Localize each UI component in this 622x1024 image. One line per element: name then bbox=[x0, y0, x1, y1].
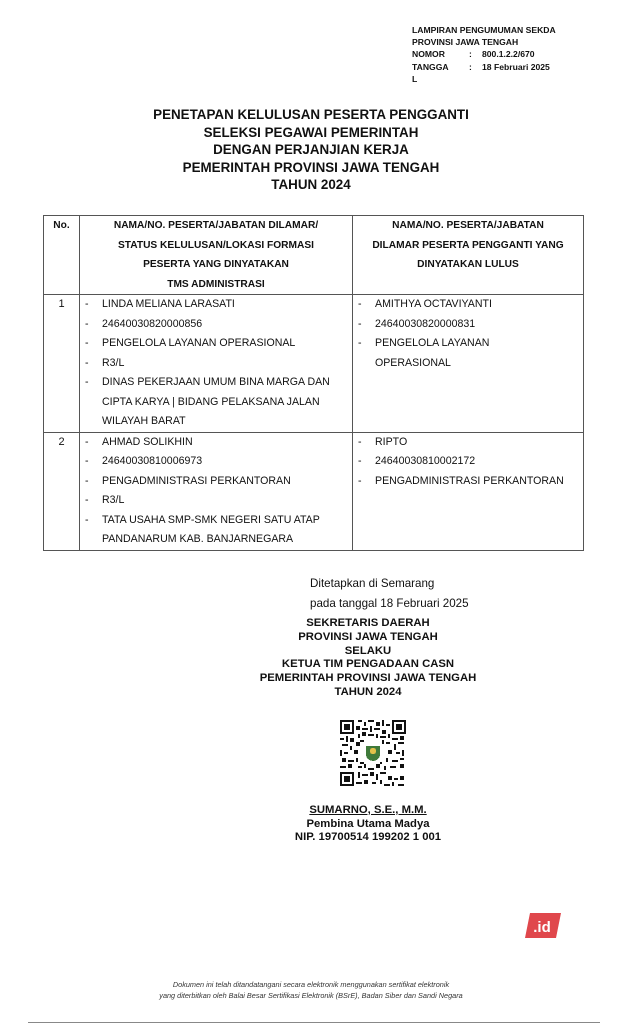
list-item bbox=[353, 334, 583, 373]
bullet: - bbox=[85, 474, 89, 487]
position-line: PEMERINTAH PROVINSI JAWA TENGAH bbox=[259, 672, 477, 685]
tms-status: R3/L bbox=[102, 356, 125, 369]
header-pengganti-line: NAMA/NO. PESERTA/JABATAN bbox=[392, 220, 544, 231]
bullet: - bbox=[85, 317, 89, 330]
list-item bbox=[80, 433, 352, 453]
tms-nama: AHMAD SOLIKHIN bbox=[102, 435, 193, 448]
date-text: pada tanggal 18 Februari 2025 bbox=[310, 597, 469, 610]
position-line: SEKRETARIS DAERAH bbox=[306, 617, 430, 629]
bullet: - bbox=[85, 376, 89, 389]
id-logo-text: .id bbox=[533, 919, 551, 936]
nomor-colon: : bbox=[469, 49, 472, 60]
signer-name: SUMARNO, S.E., M.M. bbox=[309, 804, 427, 816]
table-header-row bbox=[44, 216, 584, 295]
tms-status: R3/L bbox=[102, 494, 125, 507]
place-date-block bbox=[310, 574, 469, 614]
attachment-line-2: PROVINSI JAWA TENGAH bbox=[412, 37, 519, 48]
list-item bbox=[80, 452, 352, 472]
bullet: - bbox=[85, 435, 89, 448]
bullet: - bbox=[358, 317, 362, 330]
title-line-4: PEMERINTAH PROVINSI JAWA TENGAH bbox=[182, 159, 440, 175]
table-row bbox=[44, 432, 584, 550]
list-item bbox=[80, 511, 352, 550]
disclaimer-line-1: Dokumen ini telah ditandatangani secara elektronik menggunakan sertifikat elektronik bbox=[172, 980, 450, 989]
header-tms bbox=[80, 216, 353, 295]
title-line-5: TAHUN 2024 bbox=[271, 177, 351, 193]
bullet: - bbox=[358, 474, 362, 487]
row-number: 2 bbox=[44, 432, 80, 550]
tms-cell bbox=[80, 432, 353, 550]
tms-lokasi: TATA USAHA SMP-SMK NEGERI SATU ATAP PANDANARUM KAB. BANJARNEGARA bbox=[102, 513, 320, 546]
tanggal-colon: : bbox=[469, 61, 472, 72]
bullet: - bbox=[85, 494, 89, 507]
tms-cell bbox=[80, 295, 353, 433]
nomor-value: 800.1.2.2/670 bbox=[482, 49, 535, 60]
disclaimer-line-2: yang diterbitkan oleh Balai Besar Sertifikasi Elektronik (BSrE), Badan Siber dan Sandi Negara bbox=[159, 990, 463, 1000]
results-table bbox=[43, 215, 584, 551]
tanggal-label: TANGGA bbox=[412, 61, 449, 72]
header-tms-line: TMS ADMINISTRASI bbox=[167, 278, 265, 290]
bullet: - bbox=[358, 435, 362, 448]
header-no: No. bbox=[44, 216, 80, 295]
id-logo-icon bbox=[524, 912, 562, 939]
nomor-label: NOMOR bbox=[412, 49, 445, 60]
tms-jabatan: PENGADMINISTRASI PERKANTORAN bbox=[102, 474, 291, 487]
attachment-line-1: LAMPIRAN PENGUMUMAN SEKDA bbox=[412, 25, 556, 35]
header-pengganti-line: DINYATAKAN LULUS bbox=[417, 259, 519, 271]
list-item bbox=[353, 295, 583, 315]
signer-nip: NIP. 19700514 199202 1 001 bbox=[294, 831, 442, 844]
tms-no-peserta: 24640030820000856 bbox=[102, 317, 203, 330]
attachment-tanggal-row bbox=[412, 61, 556, 73]
row-number: 1 bbox=[44, 295, 80, 433]
bullet: - bbox=[358, 298, 362, 311]
pengganti-jabatan: PENGADMINISTRASI PERKANTORAN bbox=[375, 474, 564, 487]
pengganti-cell bbox=[353, 432, 584, 550]
signer-position bbox=[195, 617, 541, 700]
list-item bbox=[80, 373, 352, 432]
bullet: - bbox=[358, 455, 362, 468]
title-line-2: SELEKSI PEGAWAI PEMERINTAH bbox=[203, 124, 419, 140]
bullet: - bbox=[85, 513, 89, 526]
position-line: SELAKU bbox=[344, 644, 392, 657]
table-row bbox=[44, 295, 584, 433]
position-line: KETUA TIM PENGADAAN CASN bbox=[281, 658, 455, 671]
list-item bbox=[353, 452, 583, 472]
list-item bbox=[80, 334, 352, 354]
tms-lokasi: DINAS PEKERJAAN UMUM BINA MARGA DAN CIPTA KARYA | BIDANG PELAKSANA JALAN WILAYAH BARAT bbox=[102, 376, 330, 428]
bullet: - bbox=[358, 337, 362, 350]
header-tms-line: STATUS KELULUSAN/LOKASI FORMASI bbox=[117, 239, 314, 251]
bullet: - bbox=[85, 455, 89, 468]
signer-rank: Pembina Utama Madya bbox=[306, 817, 430, 830]
attachment-nomor-row bbox=[412, 48, 556, 60]
title-line-3: DENGAN PERJANJIAN KERJA bbox=[213, 142, 409, 158]
qr-code-icon bbox=[338, 718, 408, 788]
list-item bbox=[80, 472, 352, 492]
list-item bbox=[353, 315, 583, 335]
tanggal-label-wrap: L bbox=[412, 73, 418, 84]
pengganti-no-peserta: 24640030820000831 bbox=[375, 317, 476, 330]
pengganti-nama: AMITHYA OCTAVIYANTI bbox=[375, 298, 492, 311]
bullet: - bbox=[85, 356, 89, 369]
pengganti-jabatan: PENGELOLA LAYANAN OPERASIONAL bbox=[375, 337, 490, 369]
position-line: PROVINSI JAWA TENGAH bbox=[298, 630, 438, 643]
header-pengganti-line: DILAMAR PESERTA PENGGANTI YANG bbox=[372, 239, 564, 251]
header-pengganti bbox=[353, 216, 584, 295]
list-item bbox=[80, 354, 352, 374]
place-text: Ditetapkan di Semarang bbox=[310, 577, 435, 590]
list-item bbox=[353, 433, 583, 453]
attachment-header bbox=[412, 24, 556, 85]
tms-no-peserta: 24640030810006973 bbox=[102, 455, 203, 468]
list-item bbox=[80, 491, 352, 511]
list-item bbox=[80, 295, 352, 315]
tanggal-value: 18 Februari 2025 bbox=[482, 61, 550, 72]
bullet: - bbox=[85, 298, 89, 311]
header-tms-line: NAMA/NO. PESERTA/JABATAN DILAMAR/ bbox=[113, 220, 319, 231]
title-line-1: PENETAPAN KELULUSAN PESERTA PENGGANTI bbox=[153, 107, 469, 122]
bullet: - bbox=[85, 337, 89, 350]
header-tms-line: PESERTA YANG DINYATAKAN bbox=[143, 259, 289, 271]
document-title bbox=[0, 106, 622, 194]
page-bottom-divider bbox=[28, 1022, 600, 1023]
list-item bbox=[80, 315, 352, 335]
list-item bbox=[353, 472, 583, 492]
signer-identity bbox=[230, 804, 506, 845]
tms-jabatan: PENGELOLA LAYANAN OPERASIONAL bbox=[102, 337, 296, 350]
pengganti-nama: RIPTO bbox=[375, 435, 408, 448]
pengganti-no-peserta: 24640030810002172 bbox=[375, 455, 476, 468]
pengganti-cell bbox=[353, 295, 584, 433]
tms-nama: LINDA MELIANA LARASATI bbox=[102, 298, 235, 311]
position-line: TAHUN 2024 bbox=[334, 685, 402, 698]
esign-disclaimer bbox=[0, 980, 622, 1001]
